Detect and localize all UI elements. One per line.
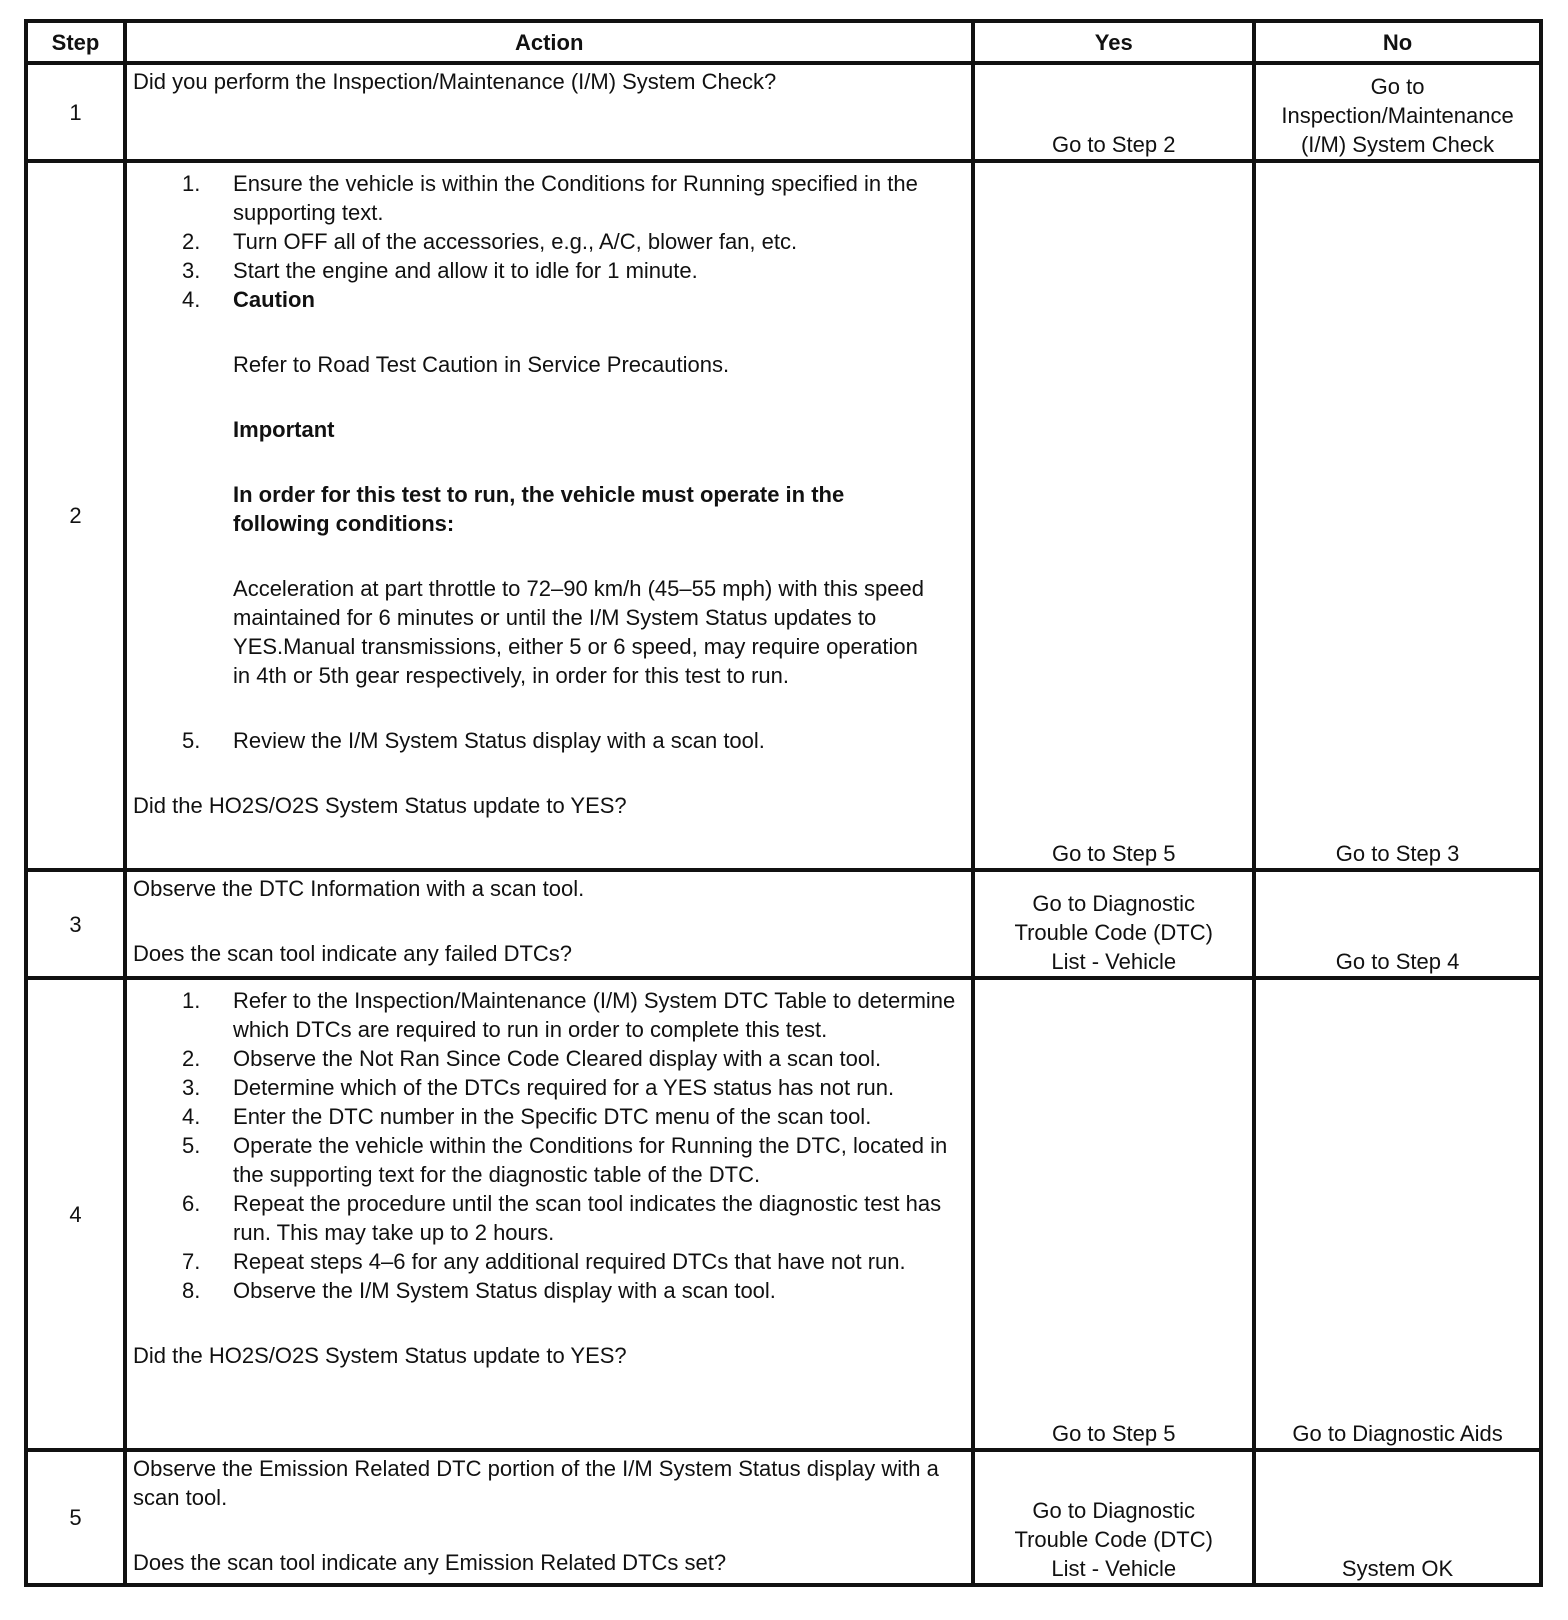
list-item: 5. Review the I/M System Status display with a scan tool. xyxy=(182,728,765,753)
action-cell xyxy=(125,870,973,978)
no-cell: System OK xyxy=(1254,1450,1541,1585)
column-header-step: Step xyxy=(26,21,125,63)
table-row xyxy=(26,870,1541,978)
question-text: Does the scan tool indicate any Emission Related DTCs set? xyxy=(133,1550,727,1575)
action-cell xyxy=(125,161,973,870)
list-item: 7. Repeat steps 4–6 for any additional required DTCs that have not run. xyxy=(182,1249,906,1274)
procedure-list xyxy=(133,726,965,755)
no-cell: Go to Step 4 xyxy=(1254,870,1541,978)
table-row xyxy=(26,161,1541,870)
list-item: 5. Operate the vehicle within the Conditions for Running the DTC, located in the supporting text for the diagnostic table of the DTC. xyxy=(182,1133,948,1187)
yes-cell: Go to Step 5 xyxy=(973,978,1254,1450)
list-item: 4. Caution xyxy=(182,287,315,312)
conditions-text: Acceleration at part throttle to 72–90 km/h (45–55 mph) with this speed maintained for 6 minutes or until the I/M System Status updates to YES.Manual transmissions, either 5 or 6 speed, may require operation in 4th or 5th gear respectively, in order for this test to run. xyxy=(233,576,924,688)
procedure-list xyxy=(133,169,965,314)
question-text: Does the scan tool indicate any failed DTCs? xyxy=(133,941,573,966)
yes-cell: Go to Diagnostic Trouble Code (DTC) List - Vehicle xyxy=(973,1450,1254,1585)
column-header-yes: Yes xyxy=(973,21,1254,63)
caution-text: Refer to Road Test Caution in Service Precautions. xyxy=(233,352,730,377)
important-label: Important xyxy=(233,417,335,442)
yes-cell: Go to Step 2 xyxy=(973,63,1254,161)
diagnostic-table xyxy=(24,19,1543,1587)
list-item: 3. Determine which of the DTCs required for a YES status has not run. xyxy=(182,1075,895,1100)
no-cell: Go to Diagnostic Aids xyxy=(1254,978,1541,1450)
table-row xyxy=(26,1450,1541,1585)
question-text: Did the HO2S/O2S System Status update to YES? xyxy=(133,793,627,818)
procedure-list xyxy=(133,986,965,1305)
caution-label: Caution xyxy=(233,287,315,312)
list-item: 1. Ensure the vehicle is within the Conditions for Running specified in the supporting text. xyxy=(182,171,918,225)
list-item: 2. Observe the Not Ran Since Code Cleared display with a scan tool. xyxy=(182,1046,882,1071)
list-item: 3. Start the engine and allow it to idle for 1 minute. xyxy=(182,258,698,283)
list-item: 1. Refer to the Inspection/Maintenance (I/M) System DTC Table to determine which DTCs are required to run in order to complete this test. xyxy=(182,988,956,1042)
instruction-text: Observe the Emission Related DTC portion of the I/M System Status display with a scan tool. xyxy=(133,1456,939,1510)
list-item: 6. Repeat the procedure until the scan tool indicates the diagnostic test has run. This may take up to 2 hours. xyxy=(182,1191,942,1245)
action-cell xyxy=(125,63,973,161)
list-item: 2. Turn OFF all of the accessories, e.g., A/C, blower fan, etc. xyxy=(182,229,798,254)
column-header-action: Action xyxy=(125,21,973,63)
column-header-no: No xyxy=(1254,21,1541,63)
step-number: 1 xyxy=(26,63,125,161)
action-cell xyxy=(125,1450,973,1585)
step-number: 2 xyxy=(26,161,125,870)
important-text: In order for this test to run, the vehicle must operate in the following conditions: xyxy=(233,482,845,536)
step-number: 3 xyxy=(26,870,125,978)
no-cell: Go to Inspection/Maintenance (I/M) System Check xyxy=(1254,63,1541,161)
header-row xyxy=(26,21,1541,63)
step-number: 4 xyxy=(26,978,125,1450)
question-text: Did the HO2S/O2S System Status update to YES? xyxy=(133,1343,627,1368)
table-row xyxy=(26,978,1541,1450)
table-row xyxy=(26,63,1541,161)
list-item: 8. Observe the I/M System Status display with a scan tool. xyxy=(182,1278,776,1303)
yes-cell: Go to Step 5 xyxy=(973,161,1254,870)
step-number: 5 xyxy=(26,1450,125,1585)
yes-cell: Go to Diagnostic Trouble Code (DTC) List - Vehicle xyxy=(973,870,1254,978)
instruction-text: Observe the DTC Information with a scan tool. xyxy=(133,876,585,901)
no-cell: Go to Step 3 xyxy=(1254,161,1541,870)
action-cell xyxy=(125,978,973,1450)
list-item: 4. Enter the DTC number in the Specific DTC menu of the scan tool. xyxy=(182,1104,872,1129)
question-text: Did you perform the Inspection/Maintenance (I/M) System Check? xyxy=(133,69,777,94)
